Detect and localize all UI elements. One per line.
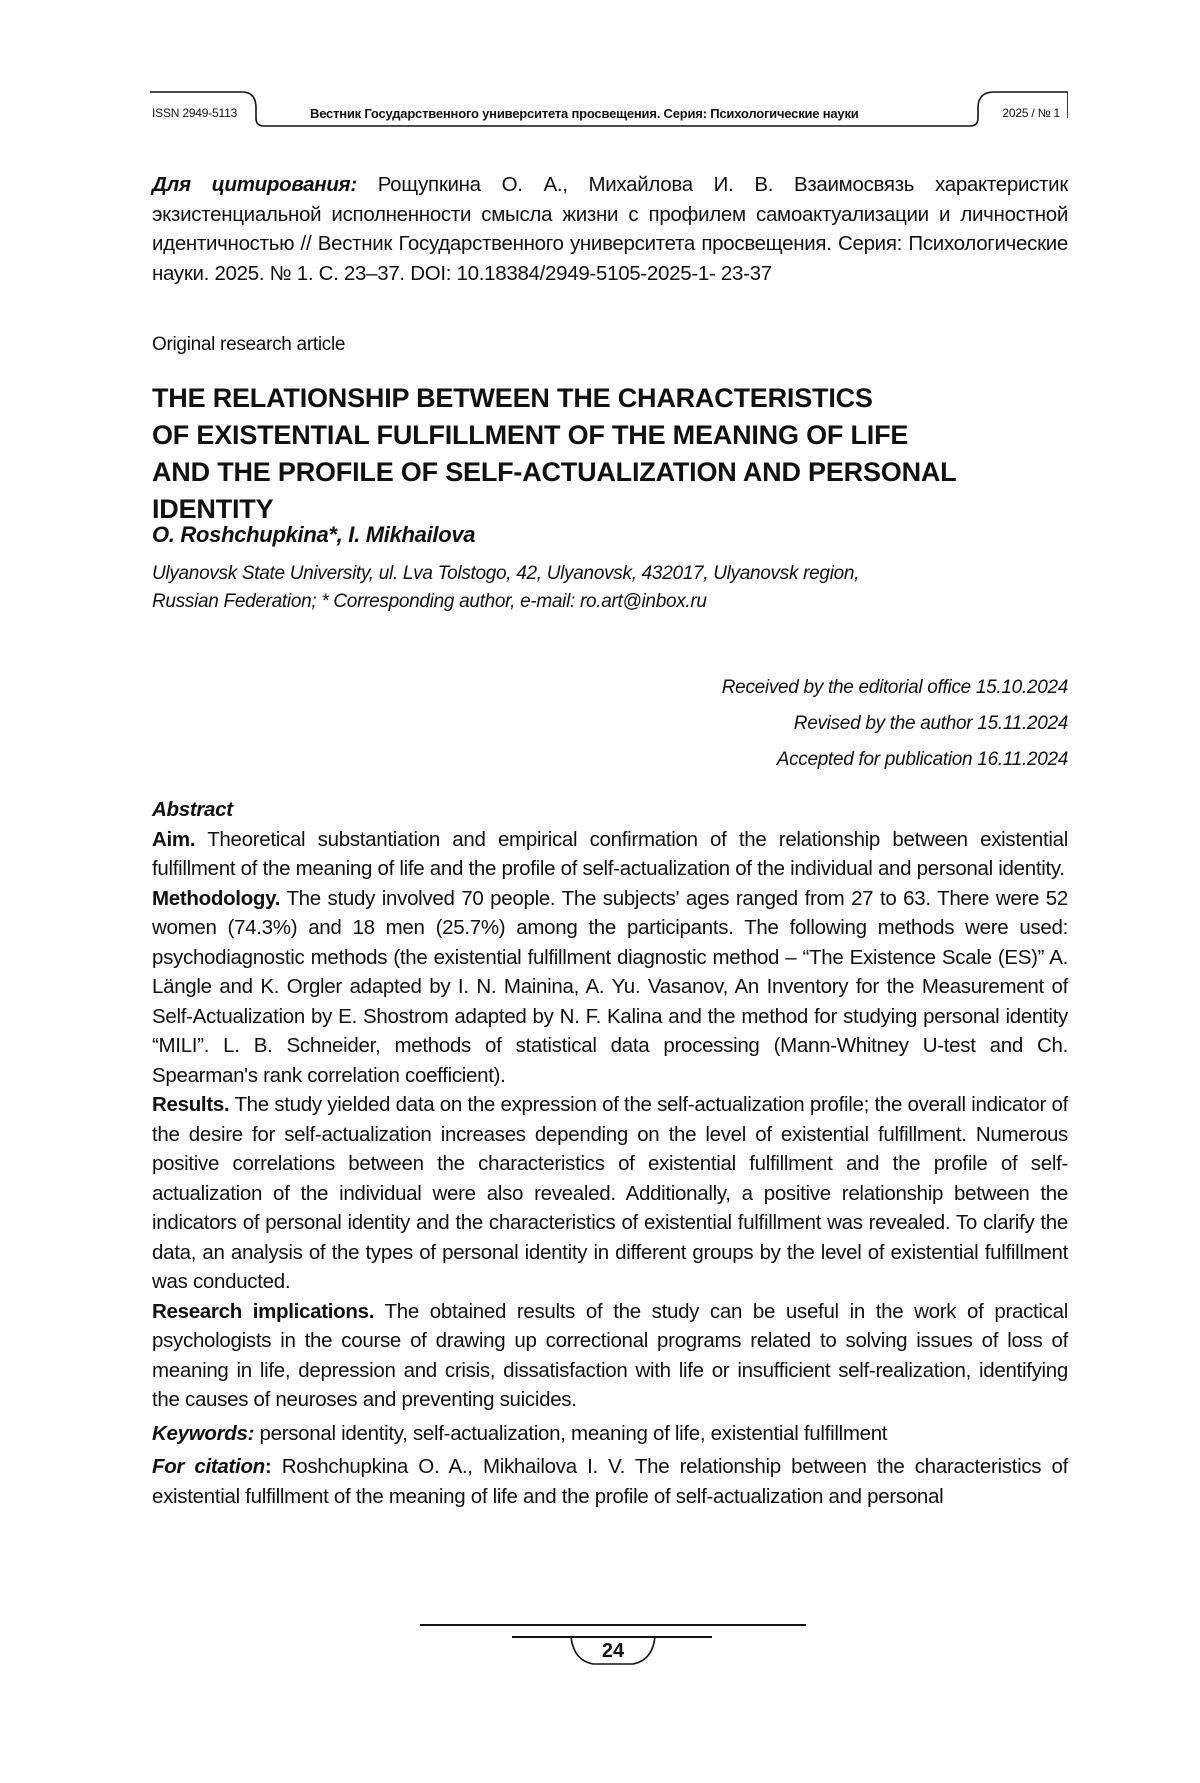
abstract-citation [152, 1452, 1068, 1511]
title-line-3: AND THE PROFILE OF SELF-ACTUALIZATION AND PERSONAL IDENTITY [152, 457, 956, 524]
keywords-text: personal identity, self-actualization, meaning of life, existential fulfillment [254, 1421, 888, 1445]
affiliation-line-2: Russian Federation; * Corresponding author, e-mail: ro.art@inbox.ru [152, 591, 707, 612]
citation-en-colon: : [264, 1455, 272, 1478]
header-issn: ISSN 2949-5113 [152, 106, 238, 120]
abstract-results [152, 1090, 1068, 1297]
running-header [150, 88, 1068, 138]
aim-label: Aim. [152, 827, 196, 851]
aim-text: Theoretical substantiation and empirical confirmation of the relationship between existential fulfillment of the meaning of life and the profile of self-actualization of the individual and personal identity. [152, 827, 1068, 880]
citation-russian-label: Для цитирования: [152, 173, 357, 196]
affiliation-line-1: Ulyanovsk State University, ul. Lva Tolstogo, 42, Ulyanovsk, 432017, Ulyanovsk region, [152, 563, 860, 584]
citation-russian-text: Рощупкина О. А., Михайлова И. В. Взаимосвязь характеристик экзистенциальной исполненности смысла жизни с профилем самоактуализации и личностной идентичностью // Вестник Государственного университета просвещения. Серия: Психологические науки. 2025. № 1. С. 23–37. DOI: 10.18384/2949-5105-2025-1- 23-37 [152, 173, 1069, 285]
page-number: 24 [601, 1640, 625, 1662]
implications-text: The obtained results of the study can be useful in the work of practical psychologists in the course of drawing up correctional programs related to solving issues of loss of meaning in life, depression and crisis, dissatisfaction with life or insufficient self-realization, identifying the causes of neuroses and preventing suicides. [152, 1299, 1068, 1411]
article-title [152, 380, 1068, 528]
abstract-aim [152, 825, 1068, 884]
implications-label: Research implications. [152, 1299, 375, 1323]
header-journal-title: Вестник Государственного университета просвещения. Серия: Психологические науки [310, 106, 859, 121]
abstract-keywords [152, 1419, 1068, 1449]
footer-rule-top [420, 1624, 806, 1626]
keywords-label: Keywords: [152, 1421, 255, 1445]
header-issue: 2025 / № 1 [1002, 106, 1060, 120]
title-line-2: OF EXISTENTIAL FULFILLMENT OF THE MEANING OF LIFE [152, 420, 909, 450]
date-accepted: Accepted for publication 16.11.2024 [776, 749, 1068, 770]
citation-en-text: Roshchupkina O. A., Mikhailova I. V. The relationship between the characteristics of existential fulfillment of the meaning of life and the profile of self-actualization and personal [152, 1455, 1069, 1508]
abstract-implications [152, 1297, 1068, 1415]
abstract-methodology [152, 884, 1068, 1091]
affiliation [152, 560, 1068, 616]
citation-en-label: For citation [152, 1455, 265, 1478]
dates-block [152, 670, 1068, 778]
article-type: Original research article [152, 334, 346, 355]
methodology-label: Methodology. [152, 886, 281, 910]
title-line-1: THE RELATIONSHIP BETWEEN THE CHARACTERISTICS [152, 383, 873, 413]
date-received: Received by the editorial office 15.10.2024 [721, 677, 1068, 698]
abstract-heading: Abstract [152, 798, 233, 821]
citation-russian [152, 170, 1068, 288]
abstract [152, 795, 1068, 1511]
methodology-text: The study involved 70 people. The subjects' ages ranged from 27 to 63. There were 52 women (74.3%) and 18 men (25.7%) among the participants. The following methods were used: psychodiagnostic methods (the existential fulfillment diagnostic method – “The Existence Scale (ES)” A. Längle and K. Orgler adapted by I. N. Mainina, A. Yu. Vasanov, An Inventory for the Measurement of Self-Actualization by E. Shostrom adapted by N. F. Kalina and the method for studying personal identity “MILI”. L. B. Schneider, methods of statistical data processing (Mann-Whitney U-test and Ch. Spearman's rank correlation coefficient). [152, 886, 1068, 1087]
results-text: The study yielded data on the expression of the self-actualization profile; the overall indicator of the desire for self-actualization increases depending on the level of existential fulfillment. Numerous positive correlations between the characteristics of existential fulfillment and the profile of self-actualization of the individual were also revealed. Additionally, a positive relationship between the indicators of personal identity and the characteristics of existential fulfillment was revealed. To clarify the data, an analysis of the types of personal identity in different groups by the level of existential fulfillment was conducted. [152, 1093, 1068, 1293]
date-revised: Revised by the author 15.11.2024 [793, 713, 1068, 734]
authors: O. Roshchupkina*, I. Mikhailova [152, 522, 476, 547]
results-label: Results. [152, 1093, 230, 1116]
